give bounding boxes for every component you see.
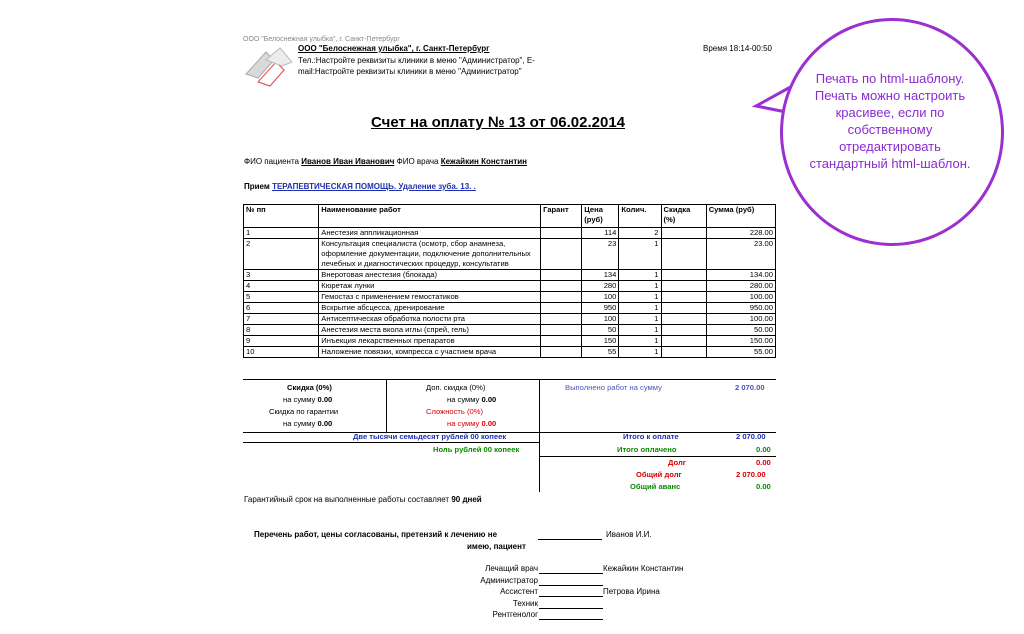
- signature-role: Администратор: [480, 575, 538, 585]
- cell-number: 3: [244, 270, 319, 281]
- cell-sum: 23.00: [706, 239, 775, 270]
- cell-price: 134: [582, 270, 619, 281]
- cell-guarantee: [541, 314, 582, 325]
- cell-qty: 1: [619, 239, 661, 270]
- signature-row: [330, 610, 730, 621]
- cell-discount: [661, 303, 706, 314]
- cell-discount: [661, 347, 706, 358]
- signature-role: Техник: [512, 598, 538, 608]
- cell-name: Анестезия места вкола иглы (спрей, гель): [319, 325, 541, 336]
- cell-discount: [661, 292, 706, 303]
- add-discount-sum-label: на сумму: [447, 395, 480, 404]
- cell-guarantee: [541, 239, 582, 270]
- add-discount-sum: [447, 395, 496, 405]
- cell-name: Консультация специалиста (осмотр, сбор анамнеза, оформление документации, подключение дополнительных лечебных и диагностических процедур, консультатив: [319, 239, 541, 270]
- col-header-name: Наименование работ: [319, 205, 541, 228]
- cell-name: Анестезия аппликационная: [319, 228, 541, 239]
- cell-qty: 1: [619, 314, 661, 325]
- col-header-price: Цена (руб): [582, 205, 619, 228]
- signature-role: Ассистент: [500, 587, 538, 596]
- cell-sum: 100.00: [706, 292, 775, 303]
- cell-name: Внеротовая анестезия (блокада): [319, 270, 541, 281]
- signature-row: [330, 599, 730, 610]
- cell-qty: 2: [619, 228, 661, 239]
- table-row: [244, 325, 776, 336]
- cell-qty: 1: [619, 292, 661, 303]
- warranty-line: [244, 495, 482, 505]
- cell-number: 9: [244, 336, 319, 347]
- table-row: [244, 303, 776, 314]
- table-row: [244, 239, 776, 270]
- cell-qty: 1: [619, 336, 661, 347]
- discount-sum: [283, 395, 332, 405]
- to-pay-label: Итого к оплате: [623, 432, 679, 441]
- signature-name: Петрова Ирина: [603, 587, 660, 596]
- cell-number: 5: [244, 292, 319, 303]
- signature-line: [539, 596, 603, 597]
- signature-line: [539, 573, 603, 574]
- table-header-row: [244, 205, 776, 228]
- clinic-logo: [244, 46, 296, 88]
- done-label: Выполнено работ на сумму: [565, 383, 662, 392]
- table-row: [244, 347, 776, 358]
- cell-guarantee: [541, 281, 582, 292]
- cell-number: 6: [244, 303, 319, 314]
- col-header-guarantee: Гарант: [541, 205, 582, 228]
- advance-value: 0.00: [756, 482, 771, 491]
- visit-time: Время 18:14-00:50: [703, 44, 772, 53]
- complexity-sum: [447, 419, 496, 429]
- cell-sum: 134.00: [706, 270, 775, 281]
- signature-line: [539, 619, 603, 620]
- total-in-words: Две тысячи семьдесят рублей 00 копеек: [353, 432, 507, 441]
- col-header-discount: Скидка (%): [661, 205, 706, 228]
- paid-label: Итого оплачено: [617, 445, 677, 454]
- debt-label: Долг: [668, 458, 686, 467]
- cell-guarantee: [541, 347, 582, 358]
- paid-in-words: Ноль рублей 00 копеек: [433, 445, 520, 454]
- signature-role: Рентгенолог: [492, 610, 538, 619]
- patient-label: ФИО пациента: [244, 157, 299, 166]
- table-row: [244, 281, 776, 292]
- guarantee-sum: [283, 419, 332, 429]
- cell-name: Наложение повязки, компресса с участием врача: [319, 347, 541, 358]
- complexity-sum-value: 0.00: [481, 419, 497, 428]
- signature-row: [330, 564, 730, 575]
- cell-discount: [661, 281, 706, 292]
- signature-line: [539, 585, 603, 586]
- patient-signature-line: [538, 539, 602, 540]
- cell-sum: 950.00: [706, 303, 775, 314]
- org-mail-line: mail:Настройте реквизиты клиники в меню "Администратор": [298, 67, 522, 76]
- patient-doctor-line: [244, 157, 527, 167]
- cell-guarantee: [541, 292, 582, 303]
- cell-number: 1: [244, 228, 319, 239]
- cell-discount: [661, 239, 706, 270]
- warranty-days: 90 дней: [451, 495, 482, 504]
- cell-discount: [661, 325, 706, 336]
- cell-number: 7: [244, 314, 319, 325]
- guarantee-sum-label: на сумму: [283, 419, 316, 428]
- visit-value: ТЕРАПЕВТИЧЕСКАЯ ПОМОЩЬ. Удаление зуба. 13. .: [272, 182, 476, 191]
- invoice-title: Счет на оплату № 13 от 06.02.2014: [371, 114, 626, 131]
- complexity-sum-label: на сумму: [447, 419, 480, 428]
- doctor-label: ФИО врача: [396, 157, 439, 166]
- cell-guarantee: [541, 325, 582, 336]
- doctor-name: Кежайкин Константин: [440, 157, 527, 166]
- col-header-sum: Сумма (руб): [706, 205, 775, 228]
- cell-guarantee: [541, 228, 582, 239]
- cell-guarantee: [541, 270, 582, 281]
- cell-sum: 228.00: [706, 228, 775, 239]
- col-header-number: № пп: [244, 205, 319, 228]
- table-row: [244, 292, 776, 303]
- visit-line: [244, 182, 476, 192]
- cell-price: 100: [582, 314, 619, 325]
- signature-line: [539, 608, 603, 609]
- paid-value: 0.00: [756, 445, 771, 454]
- cell-price: 50: [582, 325, 619, 336]
- cell-sum: 280.00: [706, 281, 775, 292]
- services-table: [243, 204, 776, 358]
- discount-sum-value: 0.00: [317, 395, 333, 404]
- cell-sum: 100.00: [706, 314, 775, 325]
- cell-name: Гемостаз с применением гемостатиков: [319, 292, 541, 303]
- cell-discount: [661, 314, 706, 325]
- signature-row: [330, 576, 730, 587]
- agreement-line1: Перечень работ, цены согласованы, претензий к лечению не: [254, 530, 498, 539]
- cell-guarantee: [541, 336, 582, 347]
- patient-name: Иванов Иван Иванович: [301, 157, 395, 166]
- add-discount-label: Доп. скидка (0%): [426, 383, 486, 392]
- table-row: [244, 270, 776, 281]
- visit-label: Прием: [244, 182, 270, 191]
- cell-price: 23: [582, 239, 619, 270]
- callout-text: Печать по html-шаблону. Печать можно настроить красивее, если по собственному отредактировать стандартный html-шаблон.: [809, 71, 971, 171]
- add-discount-sum-value: 0.00: [481, 395, 497, 404]
- guarantee-discount-label: Скидка по гарантии: [269, 407, 339, 416]
- signature-row: [330, 587, 730, 598]
- cell-name: Антисептическая обработка полости рта: [319, 314, 541, 325]
- advance-label: Общий аванс: [630, 482, 681, 491]
- guarantee-sum-value: 0.00: [317, 419, 333, 428]
- warranty-text: Гарантийный срок на выполненные работы составляет: [244, 495, 450, 504]
- cell-discount: [661, 336, 706, 347]
- cell-qty: 1: [619, 303, 661, 314]
- discount-label: Скидка (0%): [287, 383, 332, 392]
- cell-name: Вскрытие абсцесса, дренирование: [319, 303, 541, 314]
- cell-qty: 1: [619, 270, 661, 281]
- total-debt-value: 2 070.00: [736, 470, 766, 479]
- cell-discount: [661, 270, 706, 281]
- cell-discount: [661, 228, 706, 239]
- cell-name: Инъекция лекарственных препаратов: [319, 336, 541, 347]
- cell-price: 114: [582, 228, 619, 239]
- cell-price: 100: [582, 292, 619, 303]
- table-row: [244, 336, 776, 347]
- cell-name: Кюретаж лунки: [319, 281, 541, 292]
- org-small-caption: ООО "Белоснежная улыбка", г. Санкт-Петербург: [243, 36, 400, 43]
- cell-qty: 1: [619, 347, 661, 358]
- cell-qty: 1: [619, 281, 661, 292]
- signature-name: Кежайкин Константин: [603, 564, 684, 573]
- cell-number: 2: [244, 239, 319, 270]
- cell-guarantee: [541, 303, 582, 314]
- done-value: 2 070.00: [735, 383, 765, 392]
- agreement-line2: имею, пациент: [467, 542, 526, 551]
- cell-price: 55: [582, 347, 619, 358]
- cell-number: 8: [244, 325, 319, 336]
- cell-sum: 50.00: [706, 325, 775, 336]
- cell-price: 280: [582, 281, 619, 292]
- cell-price: 150: [582, 336, 619, 347]
- discount-sum-label: на сумму: [283, 395, 316, 404]
- cell-qty: 1: [619, 325, 661, 336]
- col-header-qty: Колич.: [619, 205, 661, 228]
- table-row: [244, 228, 776, 239]
- debt-value: 0.00: [756, 458, 771, 467]
- org-name: ООО "Белоснежная улыбка", г. Санкт-Петербург: [298, 44, 490, 53]
- cell-price: 950: [582, 303, 619, 314]
- cell-sum: 55.00: [706, 347, 775, 358]
- total-debt-label: Общий долг: [636, 470, 682, 479]
- patient-signature-name: Иванов И.И.: [606, 530, 652, 539]
- cell-sum: 150.00: [706, 336, 775, 347]
- org-phone-line: Тел.:Настройте реквизиты клиники в меню "Администратор", E-: [298, 56, 535, 65]
- complexity-label: Сложность (0%): [426, 407, 484, 416]
- signature-role: Лечащий врач: [485, 564, 538, 573]
- table-row: [244, 314, 776, 325]
- cell-number: 10: [244, 347, 319, 358]
- cell-number: 4: [244, 281, 319, 292]
- to-pay-value: 2 070.00: [736, 432, 766, 441]
